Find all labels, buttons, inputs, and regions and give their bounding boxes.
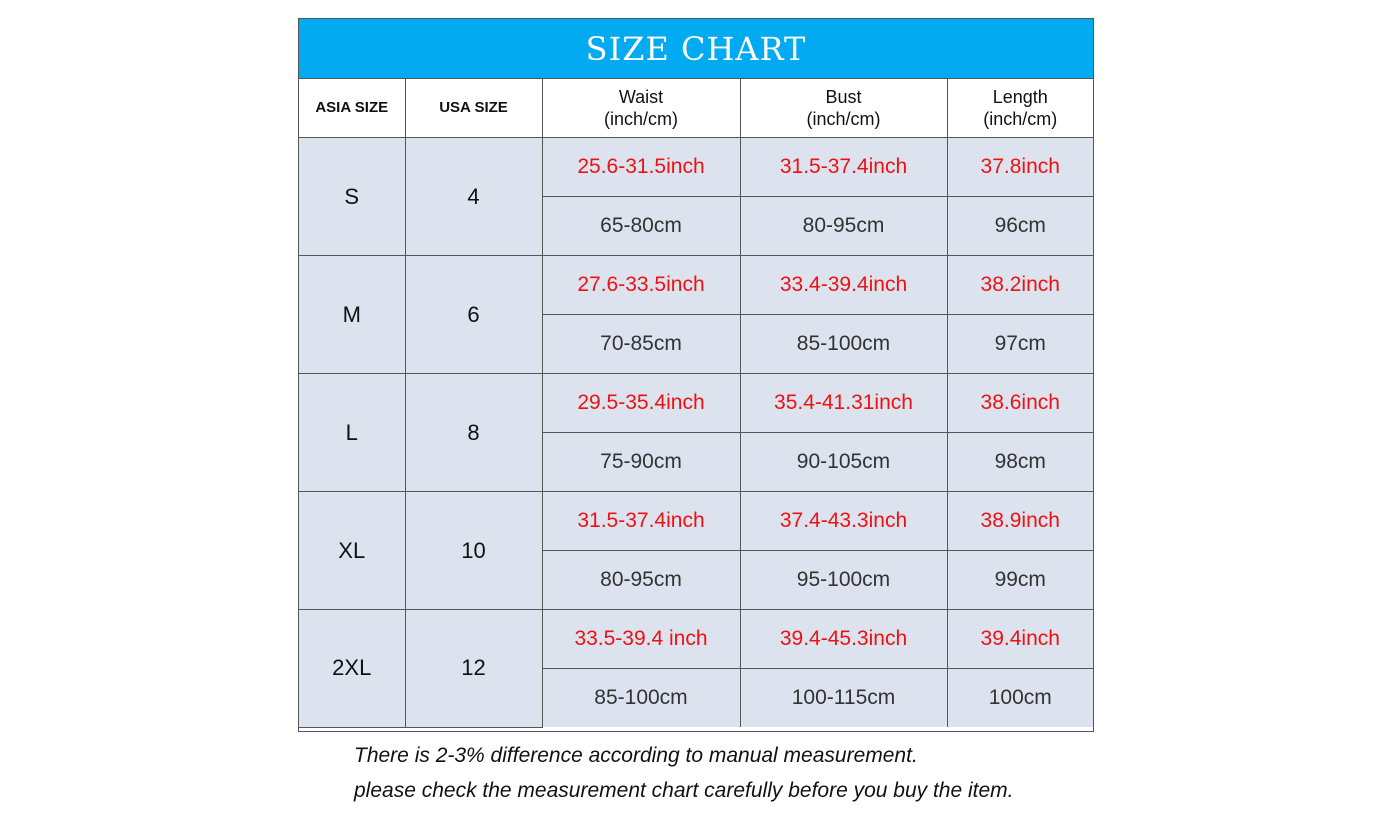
waist-cm-cell: 85-100cm — [542, 669, 740, 728]
header-waist — [542, 79, 740, 138]
measurement-note: There is 2-3% difference according to manual measurement. — [354, 744, 918, 767]
header-length-unit: (inch/cm) — [983, 109, 1058, 129]
table-row-inch — [299, 138, 1093, 197]
waist-cm-cell: 80-95cm — [542, 551, 740, 610]
waist-inch-cell: 33.5-39.4 inch — [542, 610, 740, 669]
length-cm-cell: 97cm — [947, 315, 1093, 374]
bust-inch-cell: 33.4-39.4inch — [740, 256, 947, 315]
check-chart-note: please check the measurement chart carefully before you buy the item. — [354, 779, 1014, 802]
asia-size-cell: L — [299, 374, 405, 492]
table-row-inch — [299, 374, 1093, 433]
asia-size-cell: XL — [299, 492, 405, 610]
header-bust — [740, 79, 947, 138]
length-cm-cell: 100cm — [947, 669, 1093, 728]
header-row — [299, 79, 1093, 138]
waist-cm-cell: 70-85cm — [542, 315, 740, 374]
header-asia-size: ASIA SIZE — [299, 79, 405, 138]
length-cm-cell: 99cm — [947, 551, 1093, 610]
usa-size-cell: 12 — [405, 610, 542, 728]
waist-cm-cell: 75-90cm — [542, 433, 740, 492]
length-cm-cell: 96cm — [947, 197, 1093, 256]
header-waist-unit: (inch/cm) — [603, 109, 678, 129]
header-bust-label: Bust — [825, 87, 862, 107]
length-inch-cell: 37.8inch — [947, 138, 1093, 197]
table-row-inch — [299, 256, 1093, 315]
asia-size-cell: S — [299, 138, 405, 256]
waist-inch-cell: 31.5-37.4inch — [542, 492, 740, 551]
bust-cm-cell: 100-115cm — [740, 669, 947, 728]
size-table — [299, 79, 1093, 728]
asia-size-cell: M — [299, 256, 405, 374]
length-inch-cell: 38.2inch — [947, 256, 1093, 315]
bust-inch-cell: 31.5-37.4inch — [740, 138, 947, 197]
bust-inch-cell: 39.4-45.3inch — [740, 610, 947, 669]
waist-inch-cell: 25.6-31.5inch — [542, 138, 740, 197]
bust-cm-cell: 85-100cm — [740, 315, 947, 374]
usa-size-cell: 6 — [405, 256, 542, 374]
usa-size-cell: 4 — [405, 138, 542, 256]
usa-size-cell: 10 — [405, 492, 542, 610]
header-length-label: Length — [992, 87, 1048, 107]
waist-inch-cell: 29.5-35.4inch — [542, 374, 740, 433]
length-inch-cell: 39.4inch — [947, 610, 1093, 669]
usa-size-cell: 8 — [405, 374, 542, 492]
size-chart — [298, 18, 1094, 732]
header-bust-unit: (inch/cm) — [806, 109, 881, 129]
length-cm-cell: 98cm — [947, 433, 1093, 492]
header-length — [947, 79, 1093, 138]
bust-cm-cell: 95-100cm — [740, 551, 947, 610]
chart-title: SIZE CHART — [299, 19, 1093, 79]
table-row-inch — [299, 610, 1093, 669]
waist-cm-cell: 65-80cm — [542, 197, 740, 256]
length-inch-cell: 38.6inch — [947, 374, 1093, 433]
bust-cm-cell: 80-95cm — [740, 197, 947, 256]
asia-size-cell: 2XL — [299, 610, 405, 728]
bust-inch-cell: 37.4-43.3inch — [740, 492, 947, 551]
header-waist-label: Waist — [618, 87, 664, 107]
length-inch-cell: 38.9inch — [947, 492, 1093, 551]
waist-inch-cell: 27.6-33.5inch — [542, 256, 740, 315]
bust-cm-cell: 90-105cm — [740, 433, 947, 492]
header-usa-size: USA SIZE — [405, 79, 542, 138]
bust-inch-cell: 35.4-41.31inch — [740, 374, 947, 433]
table-row-inch — [299, 492, 1093, 551]
